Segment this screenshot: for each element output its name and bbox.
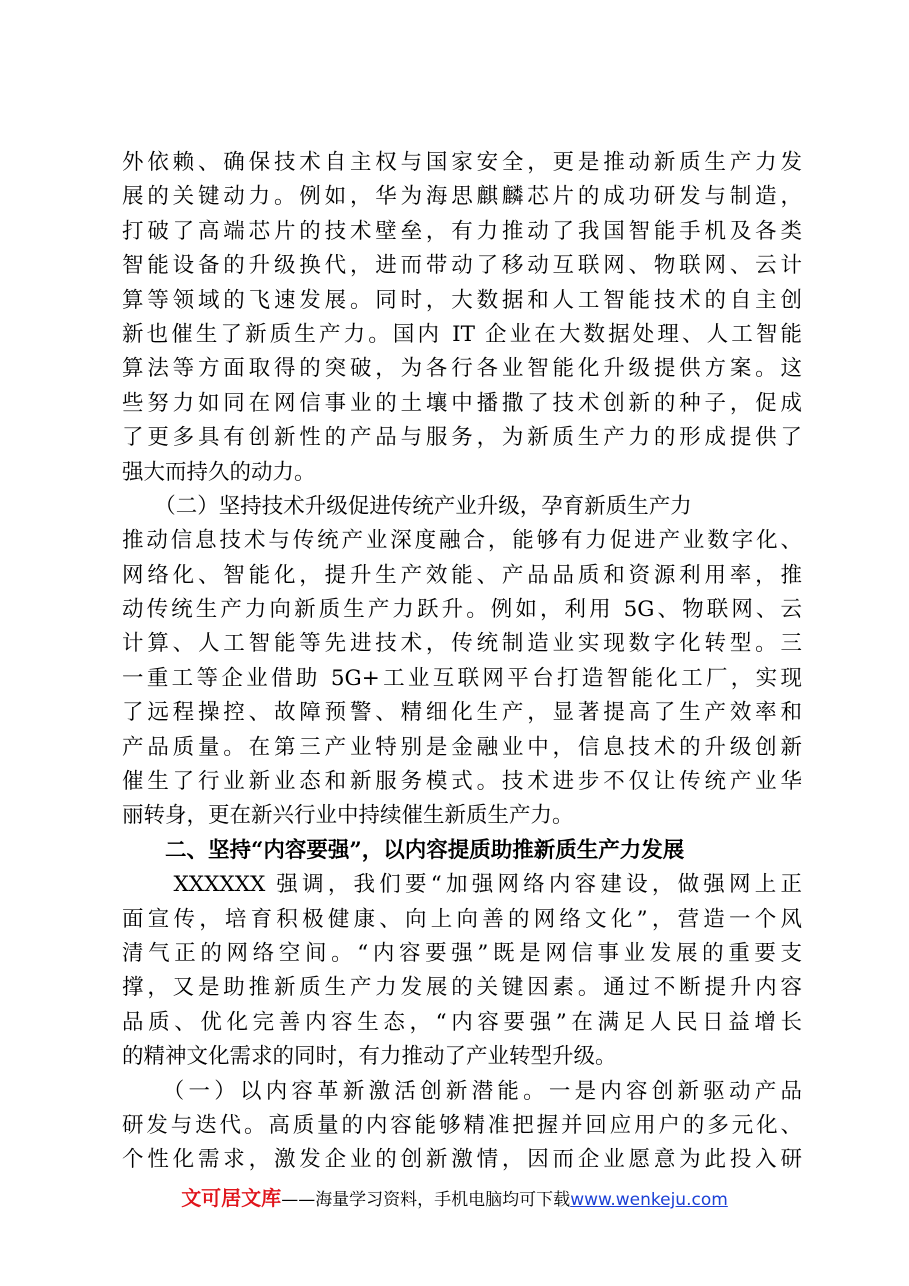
text-line: （二）坚持技术升级促进传统产业升级，孕育新质生产力 — [122, 493, 692, 519]
text-line: 丽转身，更在新兴行业中持续催生新质生产力。 — [122, 803, 574, 829]
text-line: 智能设备的升级换代，进而带动了移动互联网、物联网、云计 — [122, 253, 802, 279]
footer-slogan: ——海量学习资料，手机电脑均可下载 — [281, 1190, 571, 1210]
text-line: 强大而持久的动力。 — [122, 459, 316, 485]
section-heading: 二、坚持“内容要强”，以内容提质助推新质生产力发展 — [165, 837, 685, 863]
text-line: 网络化、智能化，提升生产效能、产品品质和资源利用率，推 — [122, 562, 802, 588]
text-line: 一重工等企业借助 5G+工业互联网平台打造智能化工厂，实现 — [122, 665, 802, 691]
text-line: 面宣传，培育积极健康、向上向善的网络文化”，营造一个风 — [122, 906, 802, 932]
text-line: 产品质量。在第三产业特别是金融业中，信息技术的升级创新 — [122, 734, 802, 760]
document-body — [122, 146, 802, 1178]
text-line: 撑，又是助推新质生产力发展的关键因素。通过不断提升内容 — [122, 975, 802, 1001]
footer-link[interactable]: www.wenkeju.com — [570, 1190, 728, 1210]
text-line: 推动信息技术与传统产业深度融合，能够有力促进产业数字化、 — [122, 528, 802, 554]
text-line: 展的关键动力。例如，华为海思麒麟芯片的成功研发与制造， — [122, 184, 802, 210]
text-line: 算等领域的飞速发展。同时，大数据和人工智能技术的自主创 — [122, 287, 802, 313]
text-line: 研发与迭代。高质量的内容能够精准把握并回应用户的多元化、 — [122, 1112, 802, 1138]
text-line: 算法等方面取得的突破，为各行各业智能化升级提供方案。这 — [122, 356, 802, 382]
text-line: 些努力如同在网信事业的土壤中播撒了技术创新的种子，促成 — [122, 390, 802, 416]
footer-brand: 文可居文库 — [181, 1186, 282, 1210]
text-line: 了远程操控、故障预警、精细化生产，显著提高了生产效率和 — [122, 700, 802, 726]
text-line: 的精神文化需求的同时，有力推动了产业转型升级。 — [122, 1044, 617, 1070]
text-line: 打破了高端芯片的技术壁垒，有力推动了我国智能手机及各类 — [122, 218, 802, 244]
text-line: 个性化需求，激发企业的创新激情，因而企业愿意为此投入研 — [122, 1147, 802, 1173]
text-line: 计算、人工智能等先进技术，传统制造业实现数字化转型。三 — [122, 631, 802, 657]
text-line: （一）以内容革新激活创新潜能。一是内容创新驱动产品 — [122, 1078, 802, 1104]
text-line: 清气正的网络空间。“内容要强”既是网信事业发展的重要支 — [122, 940, 802, 966]
text-line: 动传统生产力向新质生产力跃升。例如，利用 5G、物联网、云 — [122, 597, 802, 623]
text-line: XXXXXX 强调，我们要“加强网络内容建设，做强网上正 — [122, 872, 802, 898]
footer-banner — [0, 1182, 909, 1211]
text-line: 外依赖、确保技术自主权与国家安全，更是推动新质生产力发 — [122, 150, 802, 175]
text-line: 了更多具有创新性的产品与服务，为新质生产力的形成提供了 — [122, 425, 802, 451]
text-line: 催生了行业新业态和新服务模式。技术进步不仅让传统产业华 — [122, 769, 802, 795]
text-line: 品质、优化完善内容生态，“内容要强”在满足人民日益增长 — [122, 1009, 802, 1035]
text-line: 新也催生了新质生产力。国内 IT 企业在大数据处理、人工智能 — [122, 321, 802, 347]
